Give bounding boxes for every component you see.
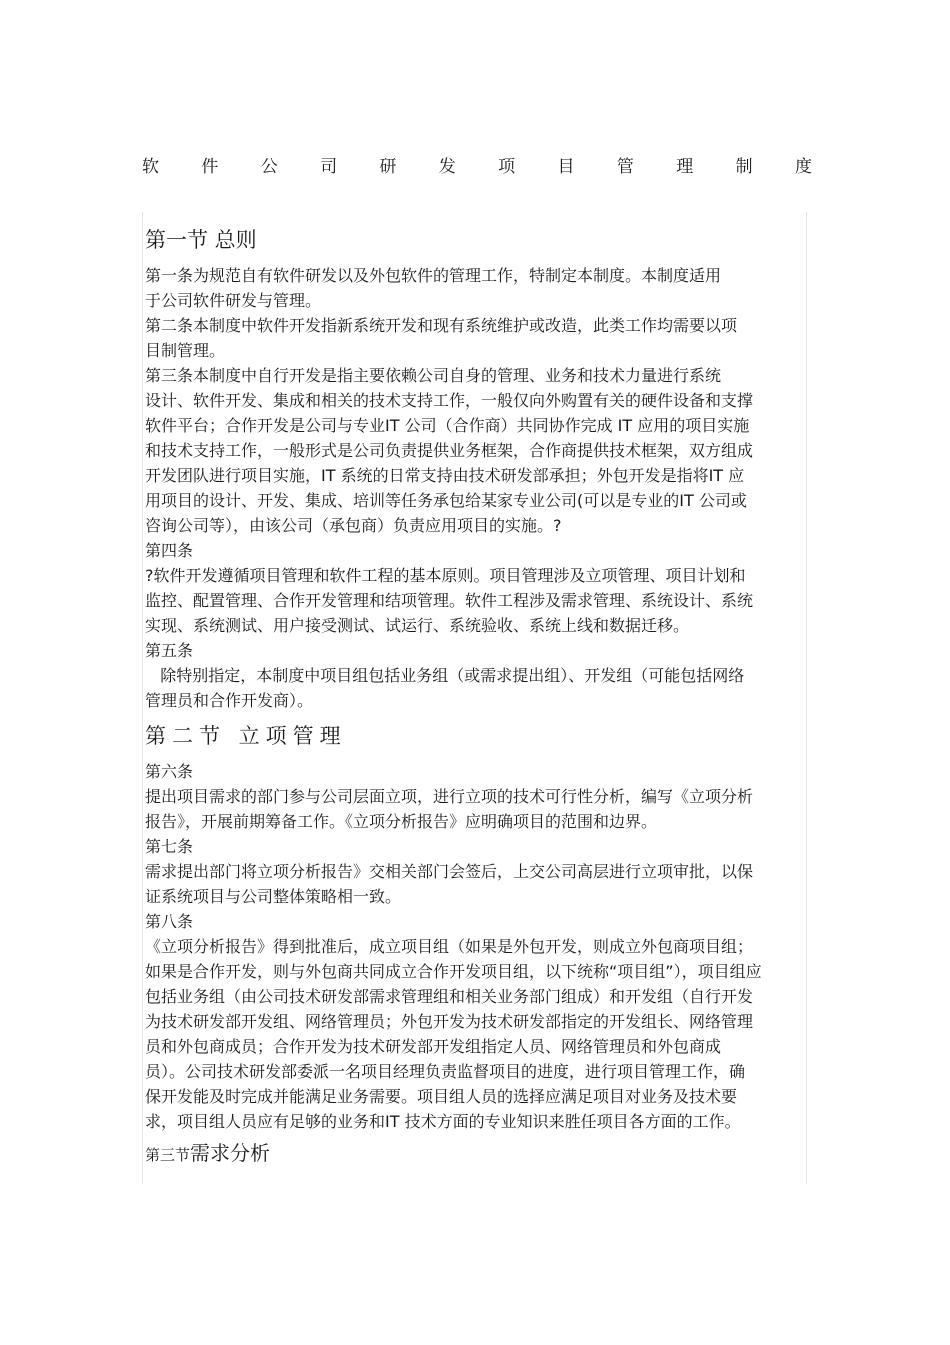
text-line: 监控、配置管理、合作开发管理和结项管理。软件工程涉及需求管理、系统设计、系统: [145, 591, 754, 610]
text-line: 报告》，开展前期筹备工作。《立项分析报告》应明确项目的范围和边界。: [145, 812, 658, 831]
text-line: 员）。公司技术研发部委派一名项目经理负责监督项目的进度，进行项目管理工作，确: [145, 1062, 746, 1081]
document-body: [145, 225, 829, 1178]
text-line: 提出项目需求的部门参与公司层面立项，进行立项的技术可行性分析，编写《立项分析: [145, 787, 754, 806]
text-line: 软件平台；合作开发是公司与专业IT 公司（合作商）共同协作完成 IT 应用的项目实施: [145, 416, 750, 435]
title-char: 研: [379, 157, 397, 177]
title-char: 理: [676, 157, 694, 177]
title-char: 目: [557, 157, 575, 177]
section-body-general: [145, 263, 829, 713]
article-label: 第六条: [145, 762, 194, 781]
title-char: 度: [794, 157, 812, 177]
text-line: 和技术支持工作，一般形式是公司负责提供业务框架，合作商提供技术框架，双方组成: [145, 441, 754, 460]
article-label: 第八条: [145, 912, 194, 931]
document-title: [142, 152, 812, 178]
text-line: 员和外包商成员；合作开发为技术研发部开发组指定人员、网络管理员和外包商成: [145, 1037, 722, 1056]
title-char: 软: [142, 157, 159, 177]
text-line: 《立项分析报告》得到批准后，成立项目组（如果是外包开发，则成立外包商项目组；: [145, 937, 754, 956]
text-line: 为技术研发部开发组、网络管理员；外包开发为技术研发部指定的开发组长、网络管理: [145, 1012, 754, 1031]
text-line: 目制管理。: [145, 341, 226, 360]
text-line: 如果是合作开发，则与外包商共同成立合作开发项目组，以下统称“项目组”），项目组应: [145, 962, 762, 981]
title-char: 公: [260, 157, 278, 177]
text-line: 第三条本制度中自行开发是指主要依赖公司自身的管理、业务和技术力量进行系统: [145, 366, 722, 385]
article-label: 第四条: [145, 541, 194, 560]
text-line: 第二条本制度中软件开发指新系统开发和现有系统维护或改造，此类工作均需要以项: [145, 316, 738, 335]
text-line: 第一条为规范自有软件研发以及外包软件的管理工作，特制定本制度。本制度适用: [145, 266, 722, 285]
title-char: 管: [616, 157, 634, 177]
text-line: 咨询公司等），由该公司（承包商）负责应用项目的实施。?: [145, 516, 562, 535]
section-heading-prefix: 第三节: [145, 1146, 191, 1164]
text-line: ?软件开发遵循项目管理和软件工程的基本原则。项目管理涉及立项管理、项目计划和: [145, 566, 746, 585]
article-label: 第五条: [145, 641, 194, 660]
title-char: 发: [438, 157, 456, 177]
section-body-project-initiation: [145, 759, 829, 1134]
section-heading-project-initiation: 第二节 立项管理: [145, 724, 347, 748]
title-char: 司: [320, 157, 338, 177]
content-frame-left-border: [142, 212, 143, 1184]
section-heading-main: 需求分析: [190, 1141, 271, 1165]
title-char: 制: [735, 157, 753, 177]
text-line: 包括业务组（由公司技术研发部需求管理组和相关业务部门组成）和开发组（自行开发: [145, 987, 754, 1006]
section-heading-requirements: [145, 1138, 829, 1170]
text-line: 实现、系统测试、用户接受测试、试运行、系统验收、系统上线和数据迁移。: [145, 616, 690, 635]
text-line: 开发团队进行项目实施，IT 系统的日常支持由技术研发部承担；外包开发是指将IT 应: [145, 466, 745, 485]
text-line: 设计、软件开发、集成和相关的技术支持工作，一般仅向外购置有关的硬件设备和支撑: [145, 391, 754, 410]
text-line: 证系统项目与公司整体策略相一致。: [145, 887, 402, 906]
article-label: 第七条: [145, 837, 194, 856]
text-line: 于公司软件研发与管理。: [145, 291, 322, 310]
text-line: 需求提出部门将立项分析报告》交相关部门会签后，上交公司高层进行立项审批，以保: [145, 862, 754, 881]
title-char: 件: [201, 157, 219, 177]
text-line: 用项目的设计、开发、集成、培训等任务承包给某家专业公司(可以是专业的IT 公司或: [145, 491, 747, 510]
section-heading-general: 第一节 总则: [145, 228, 257, 252]
title-char: 项: [498, 157, 516, 177]
text-line: 除特别指定，本制度中项目组包括业务组（或需求提出组）、开发组（可能包括网络: [145, 666, 745, 685]
text-line: 保开发能及时完成并能满足业务需要。项目组人员的选择应满足项目对业务及技术要: [145, 1087, 738, 1106]
text-line: 求，项目组人员应有足够的业务和IT 技术方面的专业知识来胜任项目各方面的工作。: [145, 1112, 741, 1131]
text-line: 管理员和合作开发商）。: [145, 691, 314, 710]
